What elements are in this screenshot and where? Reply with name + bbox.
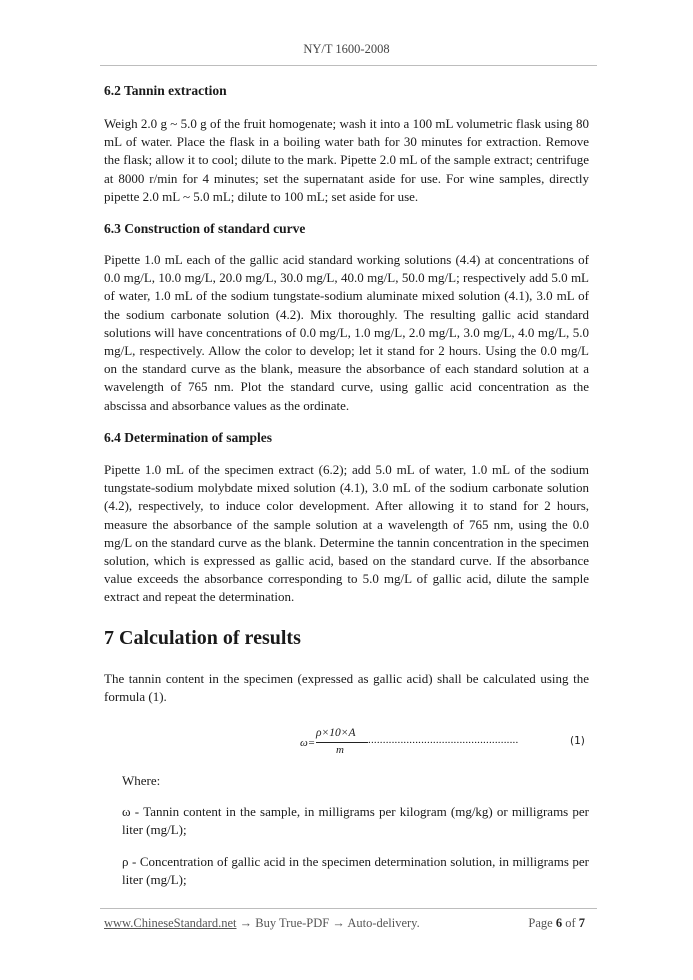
formula-1 xyxy=(300,727,600,770)
paragraph: Pipette 1.0 mL of the specimen extract (6.2); add 5.0 mL of water, 1.0 mL of the sodium tungstate-sodium molybdate mixed solution (4.1), 3.0 mL of the sodium carbonate solution (4.2), respectively, to induce color development. After allowing it to stand for 2 hours, measure the absorbance of the sample solution at a wavelength of 765 nm, using the 0.0 mg/L on the standard curve as the blank. Determine the tannin concentration in the specimen solution, which is expressed as gallic acid, based on the standard curve. If the absorbance value exceeds the absorbance corresponding to 5.0 mg/L of gallic acid, dilute the sample extract and repeat the determination. xyxy=(104,462,589,605)
section-heading: 6.2 Tannin extraction xyxy=(104,83,227,98)
definition-item: ρ - Concentration of gallic acid in the specimen determination solution, in milligrams per liter (mg/L); xyxy=(122,854,589,888)
section-heading: 6.4 Determination of samples xyxy=(104,430,272,445)
definition-rho xyxy=(122,853,589,889)
section-6-2 xyxy=(104,82,589,100)
formula-numerator: ρ×10×A xyxy=(316,727,356,739)
section-6-4-body xyxy=(104,461,589,607)
formula-number: (1) xyxy=(570,735,585,747)
section-heading: 6.3 Construction of standard curve xyxy=(104,221,306,236)
footer-links xyxy=(104,916,420,931)
buy-true-pdf-link[interactable]: Buy True-PDF xyxy=(255,916,330,930)
auto-delivery-text: Auto-delivery. xyxy=(347,916,420,930)
section-6-3 xyxy=(104,220,589,238)
formula-leader: ................................................... xyxy=(368,734,519,746)
formula-denominator: m xyxy=(336,744,344,756)
site-link[interactable]: www.ChineseStandard.net xyxy=(104,916,237,930)
definition-omega xyxy=(122,803,589,839)
section-7 xyxy=(104,625,589,651)
formula-lhs: ω= xyxy=(300,737,316,749)
section-6-3-body xyxy=(104,251,589,415)
paragraph: The tannin content in the specimen (expressed as gallic acid) shall be calculated using the formula (1). xyxy=(104,671,589,705)
formula-fraction-bar xyxy=(316,742,368,743)
footer-divider xyxy=(100,908,597,909)
where-label: Where: xyxy=(122,773,161,788)
page-indicator xyxy=(528,916,585,931)
paragraph: Pipette 1.0 mL each of the gallic acid standard working solutions (4.4) at concentrations of 0.0 mg/L, 10.0 mg/L, 20.0 mg/L, 30.0 mg/L, 40.0 mg/L, 50.0 mg/L; respectively add 5.0 mL of water, 1.0 mL of the sodium tungstate-sodium aluminate mixed solution (4.1), 3.0 mL of the sodium carbonate solution (4.2). Mix thoroughly. The resulting gallic acid standard solutions will have concentrations of 0.0 mg/L, 1.0 mg/L, 2.0 mg/L, 3.0 mg/L, 4.0 mg/L, 5.0 mg/L, respectively. Allow the color to develop; let it stand for 2 hours. Using the 0.0 mg/L on the standard curve as the blank, measure the absorbance of each standard solution at a wavelength of 765 nm. Plot the standard curve, using gallic acid concentration as the abscissa and absorbance values as the ordinate. xyxy=(104,252,589,413)
where-block xyxy=(122,772,589,790)
of-word: of xyxy=(565,916,576,930)
section-6-4 xyxy=(104,429,589,447)
arrow-right-icon: → xyxy=(239,916,253,930)
page-word: Page xyxy=(528,916,553,930)
header-divider xyxy=(100,65,597,66)
section-7-body xyxy=(104,670,589,706)
chapter-heading: 7 Calculation of results xyxy=(104,627,301,649)
page-total: 7 xyxy=(578,916,585,930)
section-6-2-body xyxy=(104,115,589,206)
paragraph: Weigh 2.0 g ~ 5.0 g of the fruit homogenate; wash it into a 100 mL volumetric flask using 80 mL of water. Place the flask in a boiling water bath for 30 minutes for extraction. Remove the flask; allow it to cool; dilute to the mark. Pipette 2.0 mL of the sample extract; centrifuge at 8000 r/min for 4 minutes; set the supernatant aside for use. For wine samples, directly pipette 2.0 mL ~ 5.0 mL; dilute to 100 mL; set aside for use. xyxy=(104,116,589,204)
arrow-right-icon: → xyxy=(332,916,345,930)
standard-code: NY/T 1600-2008 xyxy=(303,42,390,56)
page-number: 6 xyxy=(555,916,563,930)
definition-item: ω - Tannin content in the sample, in milligrams per kilogram (mg/kg) or milligrams per liter (mg/L); xyxy=(122,804,589,838)
